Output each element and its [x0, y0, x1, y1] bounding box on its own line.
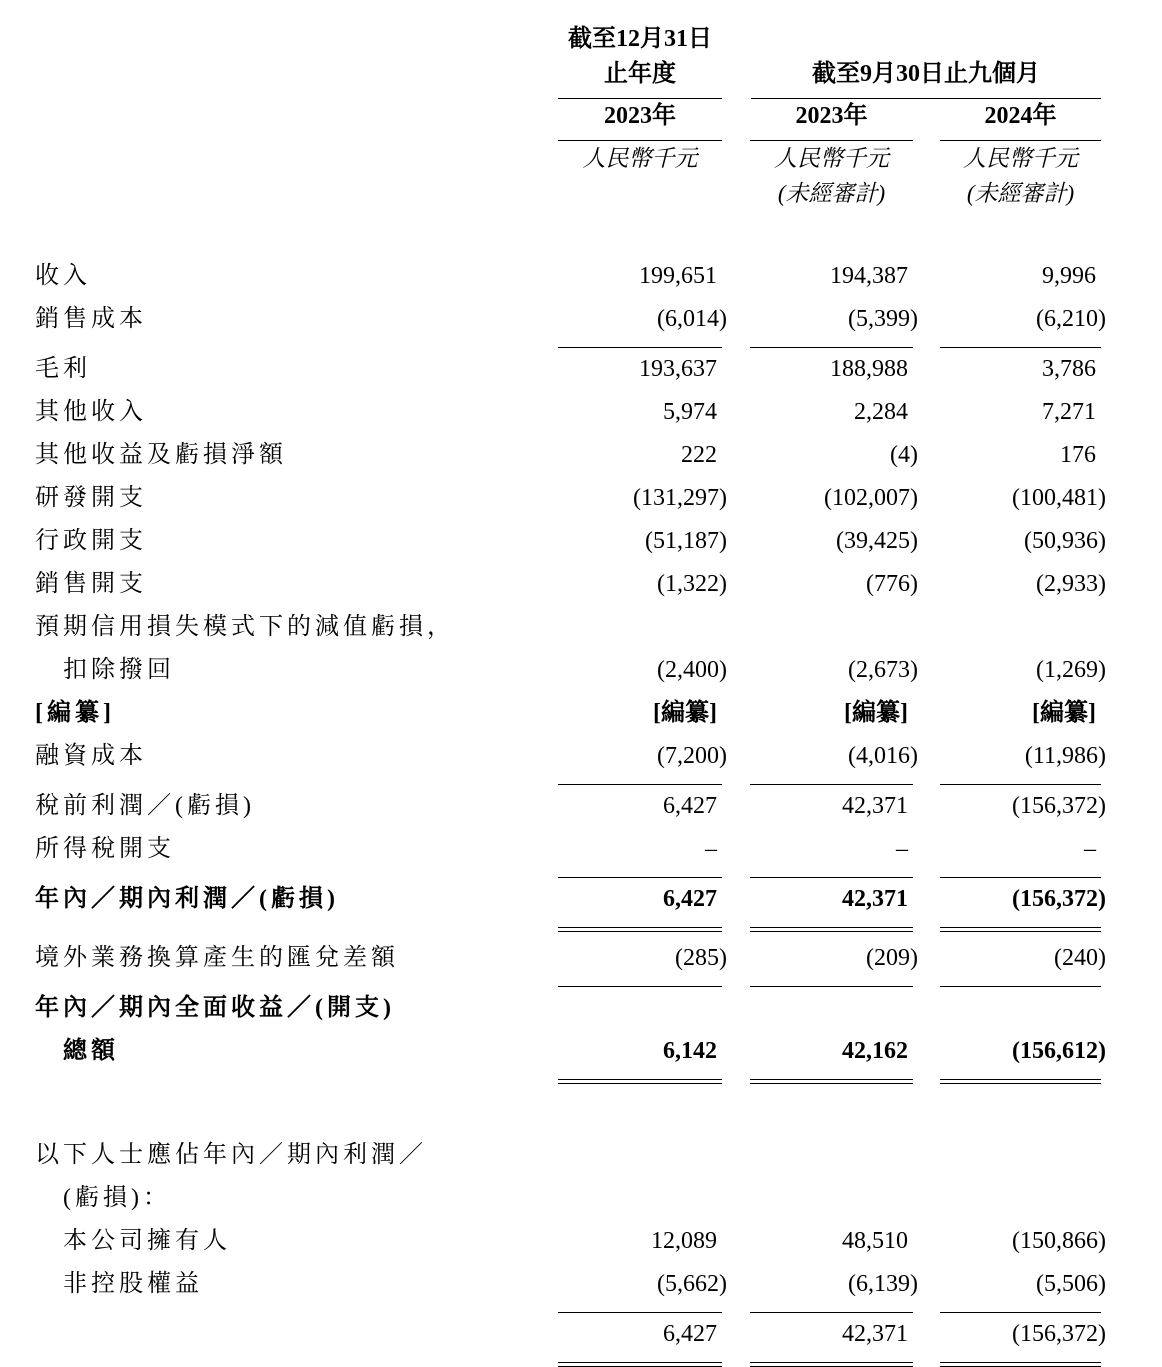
row-label: 銷售成本	[35, 306, 147, 332]
cell-value: [編纂]	[844, 700, 908, 726]
cell-value	[558, 1263, 727, 1313]
cell-value: 42,371	[842, 793, 908, 819]
value-cell	[558, 1263, 727, 1313]
table-row	[35, 348, 1162, 391]
cell-value	[750, 477, 918, 520]
value-cell	[558, 520, 727, 563]
value-cell	[558, 692, 722, 735]
value-cell	[722, 1263, 918, 1313]
cell-value: 48,510	[842, 1228, 908, 1254]
row-label: 扣除撥回	[63, 657, 175, 683]
value-cell	[558, 348, 722, 391]
table-row	[35, 1313, 1162, 1363]
negative-value: (156,372)	[1012, 793, 1106, 819]
row-label: 毛利	[35, 356, 91, 382]
cell-value: –	[940, 828, 1101, 878]
value-cell	[722, 828, 913, 878]
label-row	[35, 987, 1162, 1030]
negative-value: (7,200)	[657, 743, 727, 769]
value-cell	[913, 1220, 1106, 1263]
year-col-3: 2024年	[940, 99, 1101, 141]
value-cell	[913, 1030, 1106, 1080]
row-label: 行政開支	[35, 528, 147, 554]
negative-value: (5,399)	[848, 306, 918, 332]
table-row	[35, 391, 1162, 434]
cell-value: [編纂]	[1032, 700, 1096, 726]
cell-value	[558, 520, 727, 563]
cell-value	[750, 434, 918, 477]
cell-value	[750, 1263, 918, 1313]
value-cell	[558, 563, 727, 606]
value-cell	[722, 692, 913, 735]
row-label: 以下人士應佔年內／期內利潤／	[35, 1142, 427, 1168]
value-cell	[913, 434, 1101, 477]
negative-value: (102,007)	[824, 485, 918, 511]
value-cell	[722, 434, 918, 477]
value-cell	[558, 477, 727, 520]
cell-value: 2,284	[854, 399, 908, 425]
value-cell	[558, 1313, 722, 1363]
value-cell	[558, 1220, 722, 1263]
table-row	[35, 692, 1162, 735]
row-label: 所得稅開支	[35, 836, 175, 862]
table-row	[35, 1263, 1162, 1313]
negative-value: (240)	[1054, 945, 1106, 971]
row-label: 收入	[35, 263, 91, 289]
value-cell	[558, 828, 722, 878]
value-cell	[913, 937, 1106, 987]
header-cell-unit	[558, 141, 722, 176]
cell-value: 6,427	[558, 1313, 722, 1363]
row-label: 預期信用損失模式下的減值虧損，	[35, 614, 455, 640]
value-cell	[558, 937, 727, 987]
header-cell-period1	[558, 22, 722, 57]
cell-value: –	[750, 828, 913, 878]
period2-label: 截至9月30日止九個月	[751, 57, 1101, 99]
negative-value: (156,612)	[1012, 1038, 1106, 1064]
row-label: 非控股權益	[63, 1271, 203, 1297]
negative-value: (11,986)	[1024, 743, 1106, 769]
negative-value: (51,187)	[645, 528, 727, 554]
year-col-2: 2023年	[750, 99, 913, 141]
cell-value: 194,387	[830, 263, 908, 289]
value-cell	[722, 255, 913, 298]
value-cell	[558, 735, 727, 785]
period1-line1: 截至12月31日	[568, 26, 712, 52]
row-label: 境外業務換算產生的匯兌差額	[35, 945, 399, 971]
value-cell	[722, 1313, 913, 1363]
negative-value: (285)	[675, 945, 727, 971]
cell-value: –	[558, 828, 722, 878]
negative-value: (5,662)	[657, 1271, 727, 1297]
table-row	[35, 649, 1162, 692]
value-cell	[722, 391, 913, 434]
value-cell	[558, 255, 722, 298]
header-row-period-2	[35, 57, 1162, 99]
cell-value	[558, 649, 727, 692]
cell-value	[940, 520, 1106, 563]
negative-value: (156,372)	[1012, 886, 1106, 912]
cell-value	[558, 298, 727, 348]
table-row	[35, 434, 1162, 477]
value-cell	[558, 391, 722, 434]
cell-value: 6,427	[558, 878, 722, 928]
table-row	[35, 878, 1162, 928]
row-label: 銷售開支	[35, 571, 147, 597]
negative-value: (776)	[866, 571, 918, 597]
cell-value	[940, 298, 1106, 348]
label-row	[35, 606, 1162, 649]
cell-value: 42,371	[750, 1313, 913, 1363]
header-cell-unit	[913, 141, 1101, 176]
negative-value: (4,016)	[848, 743, 918, 769]
header-cell-year	[558, 99, 722, 141]
table-row	[35, 937, 1162, 987]
row-label: 研發開支	[35, 485, 147, 511]
table-row	[35, 477, 1162, 520]
currency-unit-col-1: 人民幣千元	[582, 146, 698, 171]
negative-value: (50,936)	[1024, 528, 1106, 554]
negative-value: (156,372)	[1012, 1321, 1106, 1347]
negative-value: (6,139)	[848, 1271, 918, 1297]
row-label: 稅前利潤／(虧損)	[35, 793, 255, 819]
header-cell-unit	[722, 141, 913, 176]
value-cell	[722, 878, 913, 928]
cell-value: 222	[681, 442, 717, 468]
negative-value: (150,866)	[1012, 1228, 1106, 1254]
value-cell	[913, 828, 1101, 878]
year-col-1: 2023年	[558, 99, 722, 141]
value-cell	[558, 878, 722, 928]
row-label: (虧損)：	[63, 1185, 171, 1211]
value-cell	[722, 298, 918, 348]
value-cell	[722, 1030, 913, 1080]
unaudited-note-col-3: (未經審計)	[966, 181, 1075, 206]
value-cell	[722, 937, 918, 987]
value-cell	[722, 520, 918, 563]
value-cell	[913, 649, 1106, 692]
value-cell	[558, 298, 727, 348]
value-cell	[913, 391, 1101, 434]
cell-value: 3,786	[1042, 356, 1096, 382]
cell-value	[940, 785, 1106, 828]
value-cell	[913, 477, 1106, 520]
negative-value: (4)	[890, 442, 918, 468]
cell-value	[750, 563, 918, 606]
period1-line2: 止年度	[558, 57, 722, 99]
header-row-period-1	[35, 22, 1162, 57]
currency-unit-col-2: 人民幣千元	[774, 146, 889, 171]
cell-value: 6,142	[558, 1030, 722, 1080]
table-row	[35, 785, 1162, 828]
value-cell	[913, 785, 1106, 828]
table-row	[35, 828, 1162, 878]
cell-value	[940, 1313, 1106, 1363]
value-cell	[722, 649, 918, 692]
header-cell-year	[913, 99, 1101, 141]
value-cell	[913, 1263, 1106, 1313]
negative-value: (2,933)	[1036, 571, 1106, 597]
value-cell	[913, 298, 1106, 348]
value-cell	[913, 878, 1106, 928]
table-row	[35, 735, 1162, 785]
row-label: 其他收益及虧損淨額	[35, 442, 287, 468]
cell-value: 12,089	[651, 1228, 717, 1254]
value-cell	[722, 1220, 913, 1263]
cell-value: 42,371	[750, 878, 913, 928]
label-row	[35, 1177, 1162, 1220]
table-row	[35, 298, 1162, 348]
value-cell	[913, 563, 1106, 606]
table-row	[35, 563, 1162, 606]
cell-value: [編纂]	[653, 700, 717, 726]
negative-value: (1,322)	[657, 571, 727, 597]
table-row	[35, 520, 1162, 563]
value-cell	[913, 348, 1101, 391]
cell-value	[940, 878, 1106, 928]
cell-value: 188,988	[830, 356, 908, 382]
value-cell	[913, 735, 1106, 785]
row-label: 總額	[63, 1038, 119, 1064]
cell-value	[940, 1030, 1106, 1080]
negative-value: (6,210)	[1036, 306, 1106, 332]
negative-value: (209)	[866, 945, 918, 971]
header-cell-year	[722, 99, 913, 141]
cell-value	[750, 735, 918, 785]
cell-value	[750, 520, 918, 563]
label-row	[35, 1134, 1162, 1177]
row-label: 年內／期內利潤／(虧損)	[35, 886, 339, 912]
cell-value: 5,974	[663, 399, 717, 425]
header-row-unaudited	[35, 176, 1162, 211]
value-cell	[722, 477, 918, 520]
cell-value: 193,637	[639, 356, 717, 382]
cell-value: 199,651	[639, 263, 717, 289]
cell-value	[940, 563, 1106, 606]
negative-value: (100,481)	[1012, 485, 1106, 511]
row-label: [編纂]	[35, 700, 115, 726]
cell-value	[940, 937, 1106, 987]
table-row	[35, 255, 1162, 298]
value-cell	[722, 785, 913, 828]
header-cell-unaudited	[913, 176, 1101, 211]
table-row	[35, 1030, 1162, 1080]
negative-value: (5,506)	[1036, 1271, 1106, 1297]
value-cell	[558, 785, 722, 828]
cell-value	[940, 1220, 1106, 1263]
negative-value: (2,400)	[657, 657, 727, 683]
cell-value	[940, 477, 1106, 520]
header-cell-period2-group	[722, 57, 1101, 99]
value-cell	[558, 434, 722, 477]
unaudited-note-col-2: (未經審計)	[777, 181, 886, 206]
cell-value: 6,427	[663, 793, 717, 819]
section-spacer	[35, 1089, 1162, 1134]
header-row-years	[35, 99, 1162, 141]
value-cell	[558, 649, 727, 692]
cell-value	[558, 563, 727, 606]
currency-unit-col-3: 人民幣千元	[963, 146, 1078, 171]
cell-value	[940, 649, 1106, 692]
negative-value: (1,269)	[1036, 657, 1106, 683]
header-cell-unaudited	[722, 176, 913, 211]
table-row	[35, 1220, 1162, 1263]
cell-value	[940, 1263, 1106, 1313]
row-label: 融資成本	[35, 743, 147, 769]
cell-value: 9,996	[1042, 263, 1096, 289]
cell-value	[750, 937, 918, 987]
cell-value	[558, 735, 727, 785]
value-cell	[913, 1313, 1106, 1363]
negative-value: (2,673)	[848, 657, 918, 683]
row-label: 其他收入	[35, 399, 147, 425]
negative-value: (131,297)	[633, 485, 727, 511]
value-cell	[913, 520, 1106, 563]
cell-value	[558, 937, 727, 987]
cell-value	[940, 735, 1106, 785]
cell-value: 42,162	[750, 1030, 913, 1080]
row-label: 本公司擁有人	[63, 1228, 231, 1254]
negative-value: (6,014)	[657, 306, 727, 332]
cell-value	[750, 298, 918, 348]
row-label: 年內／期內全面收益／(開支)	[35, 995, 395, 1021]
value-cell	[722, 735, 918, 785]
header-cell-period1	[558, 57, 722, 99]
cell-value	[750, 649, 918, 692]
cell-value: 176	[1060, 442, 1096, 468]
value-cell	[913, 255, 1101, 298]
negative-value: (39,425)	[836, 528, 918, 554]
cell-value	[558, 477, 727, 520]
value-cell	[722, 348, 913, 391]
header-row-units	[35, 141, 1162, 176]
value-cell	[913, 692, 1101, 735]
cell-value: 7,271	[1042, 399, 1096, 425]
table-body	[35, 255, 1162, 1363]
value-cell	[558, 1030, 722, 1080]
value-cell	[722, 563, 918, 606]
